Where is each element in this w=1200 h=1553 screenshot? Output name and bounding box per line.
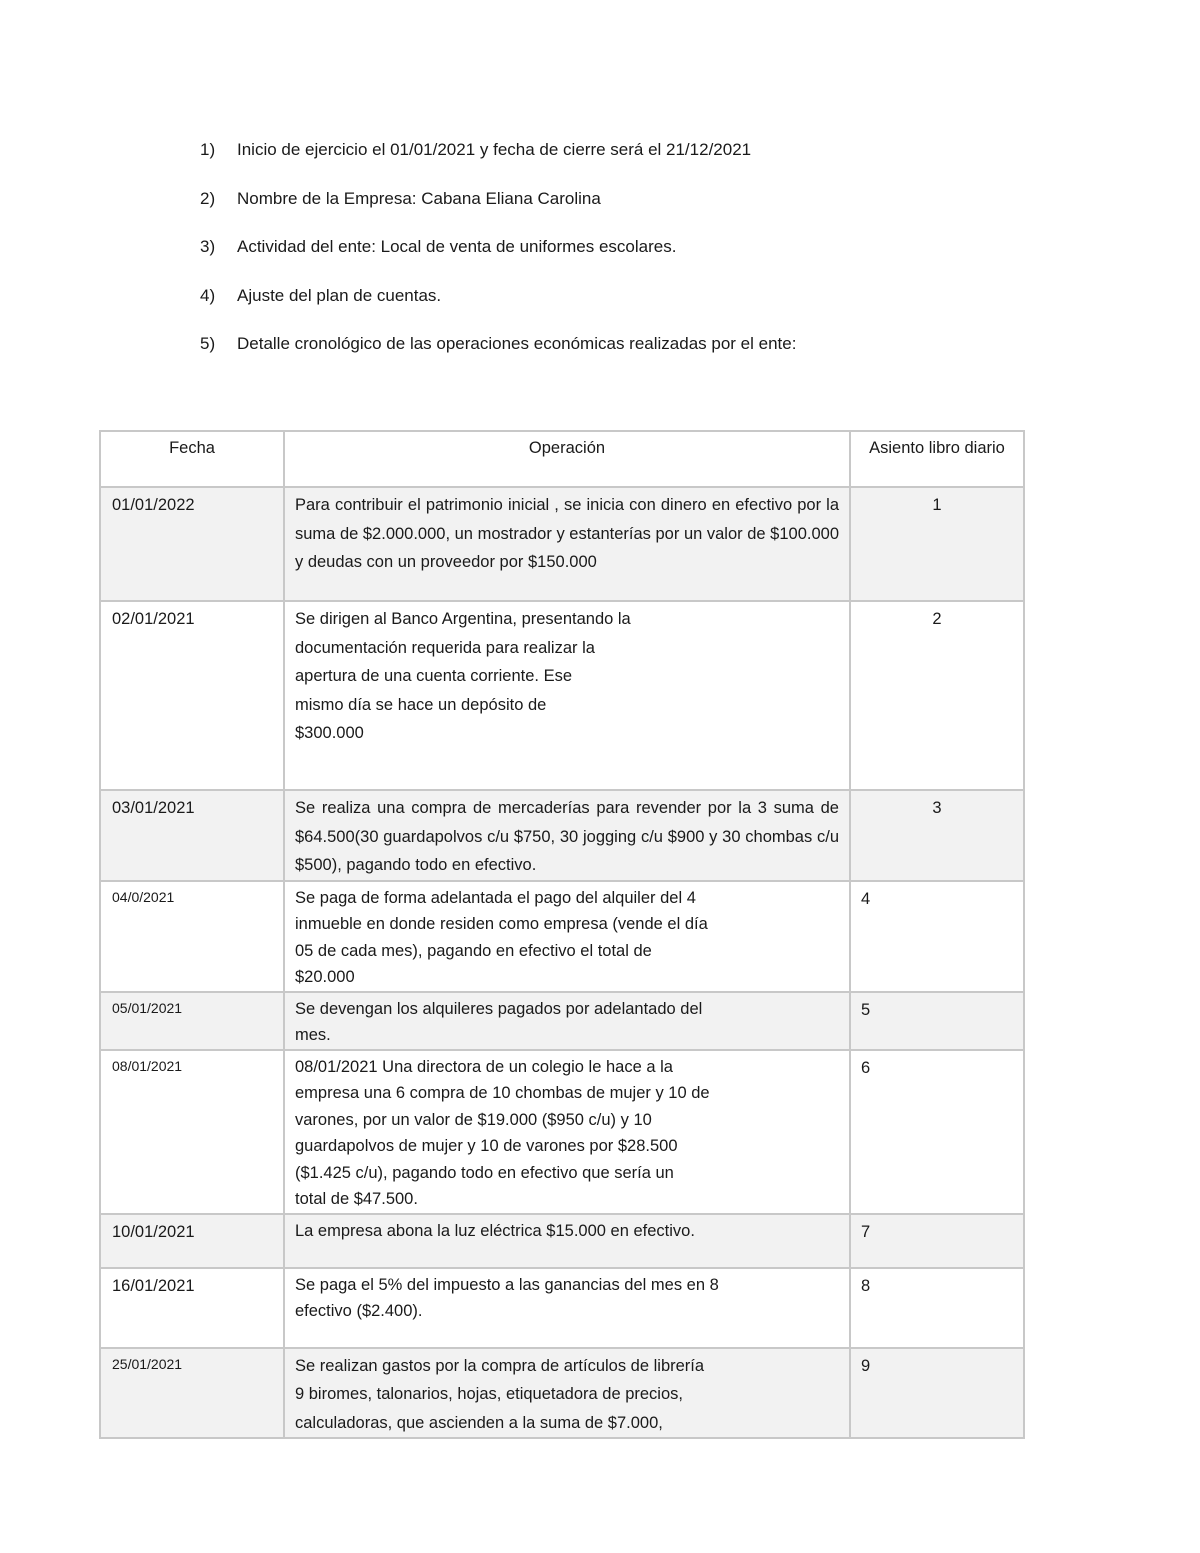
cell-operacion: Se realizan gastos por la compra de artículos de librería 9 biromes, talonarios, hojas, etiquetadora de precios, calculadoras, que ascienden a la suma de $7.000,: [284, 1348, 850, 1439]
intro-list: [200, 140, 796, 383]
cell-operacion: Se devengan los alquileres pagados por adelantado del mes.: [284, 992, 850, 1050]
cell-operacion: La empresa abona la luz eléctrica $15.000 en efectivo.: [284, 1214, 850, 1268]
table-row: [100, 992, 1024, 1050]
cell-fecha: 02/01/2021: [100, 601, 284, 790]
table-row: [100, 1268, 1024, 1348]
cell-fecha: 03/01/2021: [100, 790, 284, 881]
cell-fecha: 25/01/2021: [100, 1348, 284, 1439]
intro-number: 3): [200, 237, 216, 256]
header-operacion: Operación: [284, 431, 850, 487]
table-row: [100, 790, 1024, 881]
cell-asiento: 4: [850, 881, 1024, 992]
intro-text: Actividad del ente: Local de venta de uniformes escolares.: [237, 237, 677, 256]
intro-number: 5): [200, 334, 216, 353]
table-row: [100, 881, 1024, 992]
cell-operacion: Se realiza una compra de mercaderías para revender por la 3 suma de $64.500(30 guardapolvos c/u $750, 30 jogging c/u $900 y 30 chombas c/u $500), pagando todo en efectivo.: [284, 790, 850, 881]
intro-item: [200, 237, 796, 286]
intro-number: 2): [200, 188, 216, 208]
cell-operacion: Se paga de forma adelantada el pago del alquiler del 4 inmueble en donde residen como empresa (vende el día 05 de cada mes), pagando en efectivo el total de $20.000: [284, 881, 850, 992]
cell-fecha: 16/01/2021: [100, 1268, 284, 1348]
cell-asiento: 5: [850, 992, 1024, 1050]
cell-asiento: 1: [850, 487, 1024, 601]
cell-asiento: 2: [850, 601, 1024, 790]
cell-fecha: 08/01/2021: [100, 1050, 284, 1214]
cell-operacion: Se paga el 5% del impuesto a las ganancias del mes en 8 efectivo ($2.400).: [284, 1268, 850, 1348]
intro-item: [200, 140, 796, 189]
intro-text: Nombre de la Empresa: Cabana Eliana Carolina: [237, 188, 601, 208]
cell-fecha: 01/01/2022: [100, 487, 284, 601]
table-row: [100, 1050, 1024, 1214]
intro-number: 4): [200, 285, 216, 305]
cell-operacion: Para contribuir el patrimonio inicial , se inicia con dinero en efectivo por la suma de $2.000.000, un mostrador y estanterías por un valor de $100.000 y deudas con un proveedor por $150.000: [284, 487, 850, 601]
intro-item: [200, 189, 796, 238]
cell-asiento: 3: [850, 790, 1024, 881]
table-header-row: [100, 431, 1024, 487]
cell-fecha: 05/01/2021: [100, 992, 284, 1050]
cell-asiento: 7: [850, 1214, 1024, 1268]
cell-operacion: 08/01/2021 Una directora de un colegio le hace a la empresa una 6 compra de 10 chombas de mujer y 10 de varones, por un valor de $19.000 ($950 c/u) y 10 guardapolvos de mujer y 10 de varones por $28.500 ($1.425 c/u), pagando todo en efectivo que sería un total de $47.500.: [284, 1050, 850, 1214]
cell-asiento: 8: [850, 1268, 1024, 1348]
intro-text: Inicio de ejercicio el 01/01/2021 y fecha de cierre será el 21/12/2021: [237, 140, 752, 159]
intro-number: 1): [200, 140, 216, 159]
cell-operacion: Se dirigen al Banco Argentina, presentando la documentación requerida para realizar la apertura de una cuenta corriente. Ese mismo día se hace un depósito de $300.000: [284, 601, 850, 790]
cell-fecha: 10/01/2021: [100, 1214, 284, 1268]
cell-asiento: 9: [850, 1348, 1024, 1439]
table-row: [100, 487, 1024, 601]
intro-text: Detalle cronológico de las operaciones económicas realizadas por el ente:: [237, 334, 797, 353]
table-row: [100, 1348, 1024, 1439]
header-fecha: Fecha: [100, 431, 284, 487]
table-row: [100, 1214, 1024, 1268]
cell-asiento: 6: [850, 1050, 1024, 1214]
header-asiento: Asiento libro diario: [850, 431, 1024, 487]
cell-fecha: 04/0/2021: [100, 881, 284, 992]
intro-text: Ajuste del plan de cuentas.: [237, 285, 442, 305]
operations-table: [99, 430, 1025, 1439]
intro-item: [200, 286, 796, 335]
intro-item: [200, 334, 796, 383]
table-row: [100, 601, 1024, 790]
